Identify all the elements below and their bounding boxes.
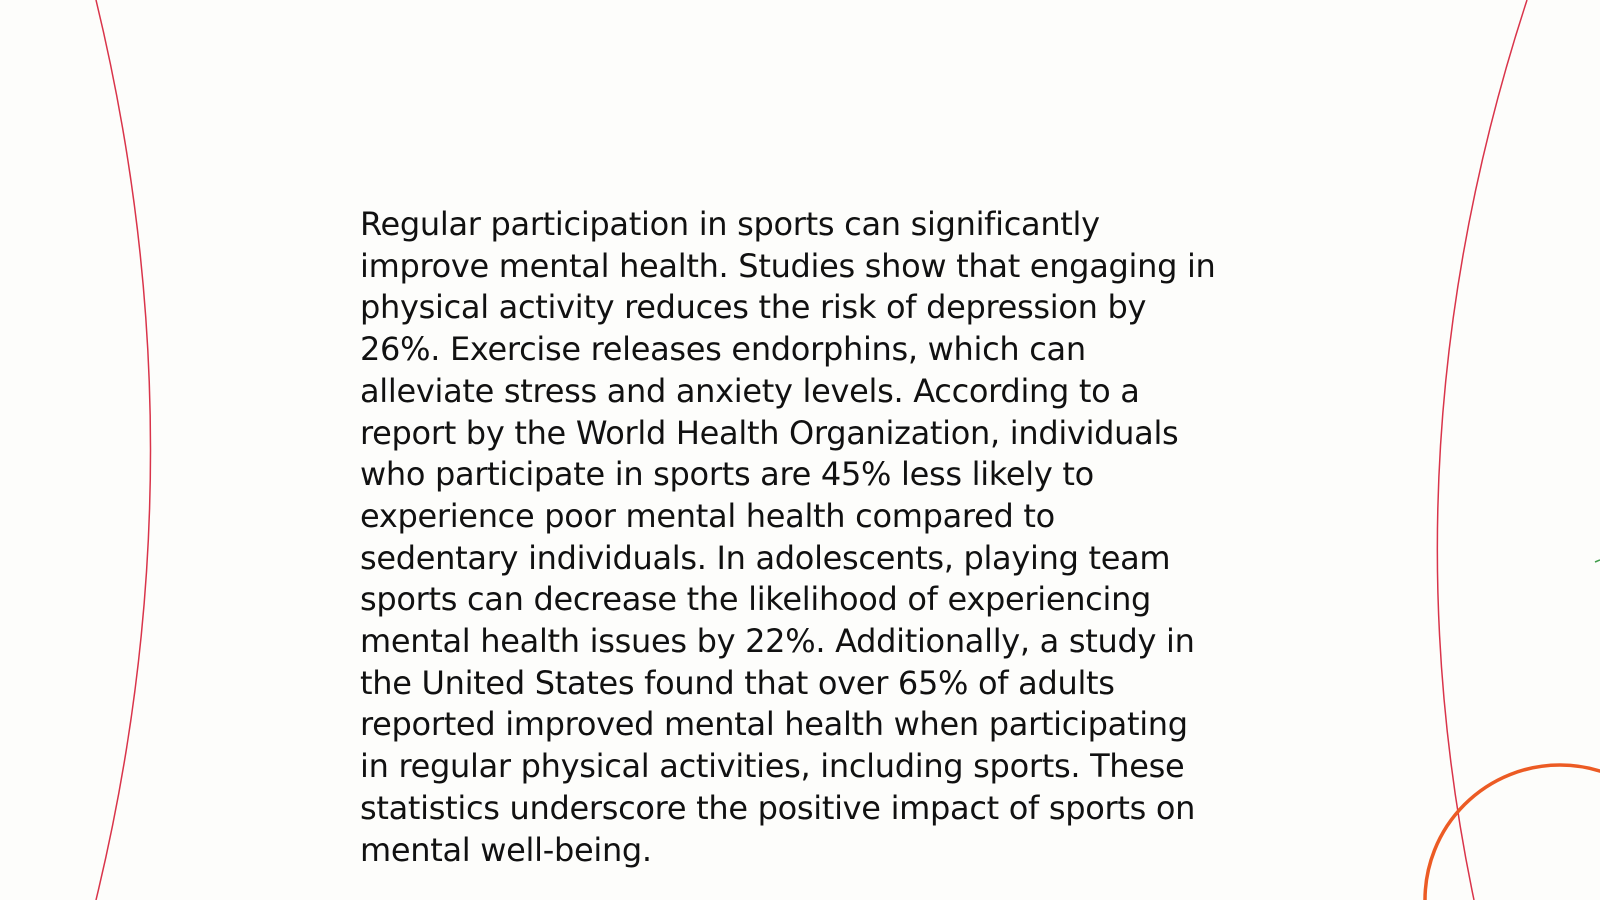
orange-circle-outline bbox=[1425, 765, 1600, 900]
left-curve-line bbox=[96, 0, 151, 900]
body-paragraph: Regular participation in sports can significantly improve mental health. Studies show that engaging in physical activity reduces the risk of depression by 26%. Exercise releases endorphins, which can alleviate stress and anxiety levels. According to a report by the World Health Organization, individuals who participate in sports are 45% less likely to experience poor mental health compared to sedentary individuals. In adolescents, playing team sports can decrease the likelihood of experiencing mental health issues by 22%. Additionally, a study in the United States found that over 65% of adults reported improved mental health when participating in regular physical activities, including sports. These statistics underscore the positive impact of sports on mental well-being. bbox=[360, 205, 1216, 869]
green-accent-mark bbox=[1595, 560, 1600, 562]
right-curve-line bbox=[1437, 0, 1527, 900]
